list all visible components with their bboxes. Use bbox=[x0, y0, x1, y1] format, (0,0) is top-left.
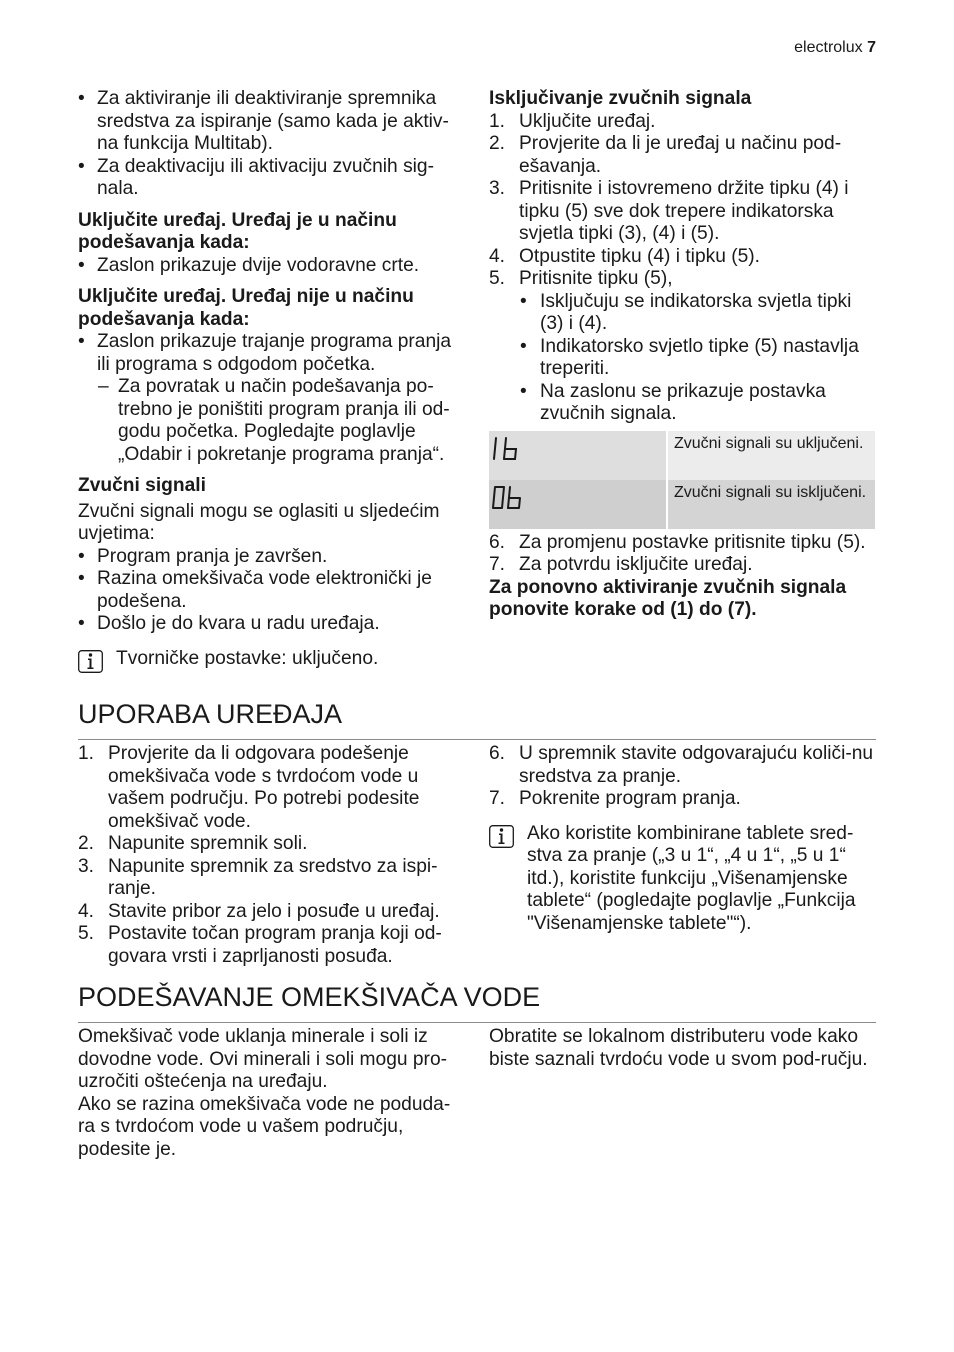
setup-mode-heading: Uključite uređaj. Uređaj je u načinu podešavanja kada: bbox=[78, 209, 397, 253]
section-divider bbox=[78, 739, 876, 740]
info-icon bbox=[78, 650, 103, 673]
display-code-cell bbox=[489, 431, 667, 480]
sub-bullet-list bbox=[489, 291, 879, 426]
display-code-description: Zvučni signali su isključeni. bbox=[667, 480, 875, 529]
list-item: 3. Pritisnite i istovremeno držite tipku (4) i tipku (5) sve dok trepere indikatorska svjetla tipki (3), (4) i (5). bbox=[489, 178, 849, 244]
list-item: 1. Uključite uređaj. bbox=[489, 110, 656, 132]
list-item: 4. Otpustite tipku (4) i tipku (5). bbox=[489, 245, 760, 267]
softener-left-column bbox=[78, 1026, 468, 1161]
info-note bbox=[489, 823, 879, 936]
dash-item: – Za povratak u način podešavanja po-trebno je poništiti program pranja ili od-godu početka. Pogledajte poglavlje „Odabir i pokretanje programa pranja“. bbox=[78, 376, 468, 466]
softener-paragraph: Ako se razina omekšivača vode ne poduda-ra s tvrdoćom vode u vašem području, podesite je. bbox=[78, 1093, 451, 1160]
not-setup-mode-heading: Uključite uređaj. Uređaj nije u načinu podešavanja kada: bbox=[78, 286, 414, 330]
softener-right-column bbox=[489, 1026, 879, 1071]
display-code-cell bbox=[489, 480, 667, 529]
list-item: • Za aktiviranje ili deaktiviranje spremnika sredstva za ispiranje (samo kada je aktiv-na funkcija Multitab). bbox=[78, 88, 462, 156]
sound-setting-table bbox=[489, 431, 875, 529]
disable-steps-list-continued bbox=[489, 532, 879, 577]
info-note-text: Ako koristite kombinirane tablete sred-stva za pranje („3 u 1“, „4 u 1“, „5 u 1“ itd.), koristite funkciju „Višenamjenske tablete“ (pogledajte poglavlje „Funkcija "Višenamjenske tablete"“). bbox=[527, 822, 856, 934]
section-title-use: UPORABA UREĐAJA bbox=[78, 699, 343, 729]
list-item: • Zaslon prikazuje trajanje programa pranja ili programa s odgodom početka. bbox=[78, 331, 467, 376]
left-column bbox=[78, 88, 468, 670]
section-divider bbox=[78, 1022, 876, 1023]
reactivate-note: Za ponovno aktiviranje zvučnih signala ponovite korake od (1) do (7). bbox=[489, 576, 847, 620]
section-title-softener: PODEŠAVANJE OMEKŠIVAČA VODE bbox=[78, 982, 541, 1012]
display-code-description: Zvučni signali su uključeni. bbox=[667, 431, 875, 480]
use-right-column bbox=[489, 743, 879, 935]
list-item: • Program pranja je završen. bbox=[78, 546, 468, 569]
sound-signals-heading: Zvučni signali bbox=[78, 475, 206, 496]
list-item: • Indikatorsko svjetlo tipke (5) nastavlja treperiti. bbox=[489, 336, 880, 381]
display-code-1b bbox=[491, 435, 525, 463]
info-note-text: Tvorničke postavke: uključeno. bbox=[116, 647, 379, 669]
softener-paragraph: Obratite se lokalnom distributeru vode kako biste saznali tvrdoću vode u svom pod-ručju. bbox=[489, 1026, 868, 1070]
list-item: 7. Pokrenite program pranja. bbox=[489, 788, 741, 809]
list-item: 2. Napunite spremnik soli. bbox=[78, 833, 308, 854]
list-item: • Zaslon prikazuje dvije vodoravne crte. bbox=[78, 255, 468, 278]
list-item: 2. Provjerite da li je uređaj u načinu pod-ešavanja. bbox=[489, 133, 842, 177]
list-item: • Razina omekšivača vode elektronički je podešena. bbox=[78, 568, 442, 613]
use-steps-list bbox=[78, 743, 468, 968]
list-item: 5. Postavite točan program pranja koji od-govara vrsti i zaprljanosti posuđa. bbox=[78, 923, 442, 967]
list-item: 1. Provjerite da li odgovara podešenje omekšivača vode s tvrdoćom vode u vašem području. Po potrebi podesite omekšivač vode. bbox=[78, 743, 420, 832]
list-item: 7. Za potvrdu isključite uređaj. bbox=[489, 554, 753, 575]
disable-sound-heading: Isključivanje zvučnih signala bbox=[489, 88, 752, 109]
right-column bbox=[489, 88, 879, 622]
display-code-0b bbox=[491, 484, 525, 512]
softener-paragraph: Omekšivač vode uklanja minerale i soli iz dovodne vode. Ovi minerali i soli mogu pro-uzročiti oštećenja na uređaju. bbox=[78, 1026, 448, 1092]
use-steps-list-continued bbox=[489, 743, 879, 811]
list-item: • Na zaslonu se prikazuje postavka zvučnih signala. bbox=[489, 381, 850, 426]
list-item: 6. Za promjenu postavke pritisnite tipku (5). bbox=[489, 531, 866, 553]
list-item: • Došlo je do kvara u radu uređaja. bbox=[78, 613, 468, 636]
brand-name: electrolux bbox=[794, 39, 863, 56]
table-row bbox=[489, 431, 875, 480]
list-item: • Za deaktivaciju ili aktivaciju zvučnih sig-nala. bbox=[78, 156, 442, 201]
list-item: 4. Stavite pribor za jelo i posuđe u uređaj. bbox=[78, 900, 440, 922]
sound-signals-intro: Zvučni signali mogu se oglasiti u sljedećim uvjetima: bbox=[78, 500, 440, 544]
list-item: 6. U spremnik stavite odgovarajuću količi-nu sredstva za pranje. bbox=[489, 743, 874, 787]
list-item: 5. Pritisnite tipku (5), bbox=[489, 268, 673, 289]
table-row bbox=[489, 480, 875, 529]
top-bullet-list bbox=[78, 88, 468, 201]
page-header bbox=[794, 37, 876, 60]
page-number: 7 bbox=[867, 39, 876, 56]
info-icon bbox=[489, 825, 514, 848]
use-left-column bbox=[78, 743, 468, 968]
list-item: 3. Napunite spremnik za sredstvo za ispi-ranje. bbox=[78, 855, 438, 899]
disable-steps-list bbox=[489, 111, 879, 291]
list-item: • Isključuju se indikatorska svjetla tipki (3) i (4). bbox=[489, 291, 870, 336]
info-note bbox=[78, 648, 468, 671]
